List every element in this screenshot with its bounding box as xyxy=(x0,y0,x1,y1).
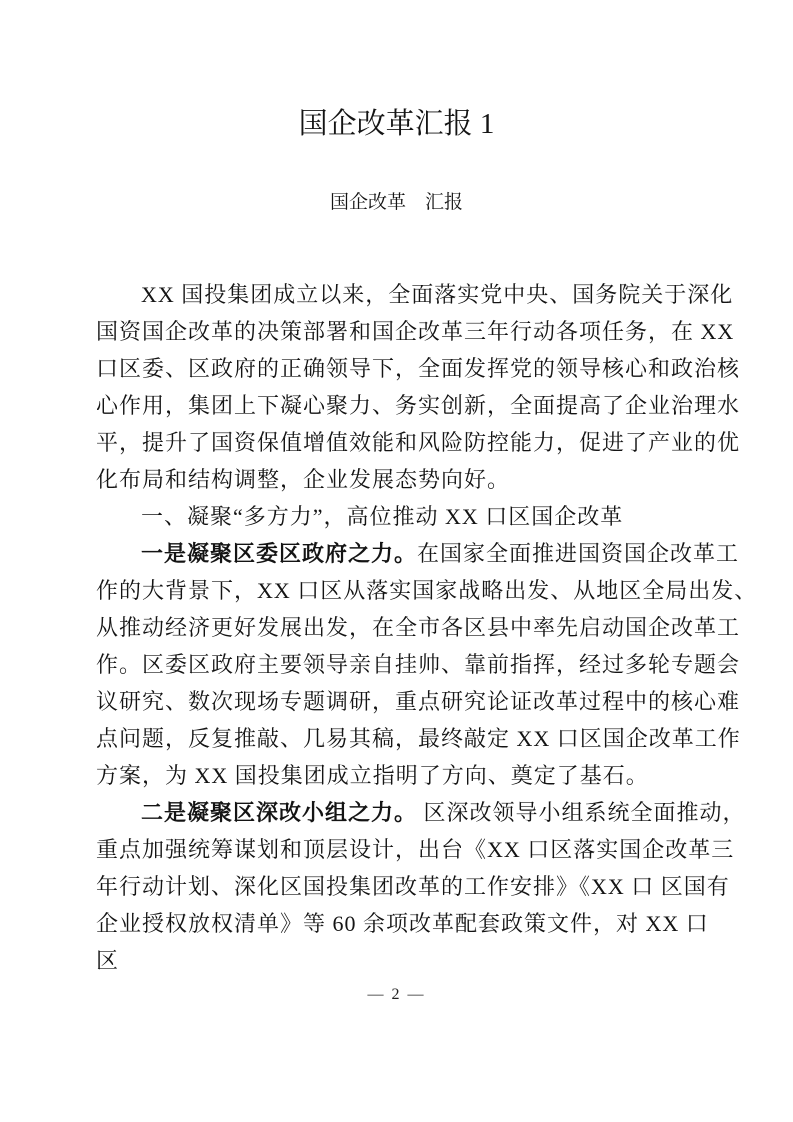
text-line xyxy=(96,424,741,461)
page-footer xyxy=(0,986,793,1004)
text-line xyxy=(96,757,716,794)
document-title: 国企改革汇报 1 xyxy=(298,108,495,140)
text-line xyxy=(96,868,730,905)
line-text: 作的大背景下，XX 口区从落实国家战略出发、从地区全局出发、 xyxy=(96,578,758,603)
text-line xyxy=(96,609,741,646)
text-line xyxy=(96,350,741,387)
text-line xyxy=(96,942,716,979)
line-text: XX 国投集团成立以来，全面落实党中央、国务院关于深化 xyxy=(141,282,734,307)
line-text: 化布局和结构调整，企业发展态势向好。 xyxy=(96,467,511,492)
text-line xyxy=(96,535,740,572)
text-line xyxy=(96,905,716,942)
text-line xyxy=(96,387,741,424)
line-text: 国资国企改革的决策部署和国企改革三年行动各项任务，在 XX xyxy=(96,319,735,344)
line-text: 议研究、数次现场专题调研，重点研究论证改革过程中的核心难 xyxy=(96,689,741,714)
text-line xyxy=(96,646,741,683)
page-number: — 2 — xyxy=(367,986,426,1003)
line-text: 在国家全面推进国资国企改革工 xyxy=(417,541,740,566)
text-line xyxy=(96,794,746,831)
line-text: 方案，为 XX 国投集团成立指明了方向、奠定了基石。 xyxy=(96,763,649,788)
line-text: 从推动经济更好发展出发，在全市各区县中率先启动国企改革工 xyxy=(96,615,741,640)
text-line xyxy=(96,683,741,720)
text-line xyxy=(96,276,734,313)
line-text: 区深改领导小组系统全面推动， xyxy=(417,800,746,825)
bold-lead-text: 二是凝聚区深改小组之力。 xyxy=(141,800,418,825)
line-text: 平，提升了国资保值增值效能和风险防控能力，促进了产业的优 xyxy=(96,430,741,455)
document-subtitle: 国企改革 汇报 xyxy=(329,192,463,213)
text-line xyxy=(96,831,735,868)
document-body xyxy=(96,276,758,979)
line-text: 点问题，反复推敲、几易其稿，最终敲定 XX 口区国企改革工作 xyxy=(96,726,741,751)
bold-lead-text: 一是凝聚区委区政府之力。 xyxy=(141,541,418,566)
line-text: 口区委、区政府的正确领导下，全面发挥党的领导核心和政治核 xyxy=(96,356,741,381)
text-line xyxy=(96,572,758,609)
section-heading xyxy=(96,498,716,535)
line-text: 区 xyxy=(96,948,120,973)
text-line xyxy=(96,461,716,498)
line-text: 作。区委区政府主要领导亲自挂帅、靠前指挥，经过多轮专题会 xyxy=(96,652,741,677)
text-line xyxy=(96,313,735,350)
text-line xyxy=(96,720,741,757)
line-text: 年行动计划、深化区国投集团改革的工作安排》《XX 口 区国有 xyxy=(96,874,730,899)
line-text: 重点加强统筹谋划和顶层设计，出台《XX 口区落实国企改革三 xyxy=(96,837,735,862)
line-text: 心作用，集团上下凝心聚力、务实创新，全面提高了企业治理水 xyxy=(96,393,741,418)
line-text: 一、凝聚“多方力”，高位推动 XX 口区国企改革 xyxy=(141,504,624,529)
line-text: 企业授权放权清单》等 60 余项改革配套政策文件，对 XX 口 xyxy=(96,911,709,936)
